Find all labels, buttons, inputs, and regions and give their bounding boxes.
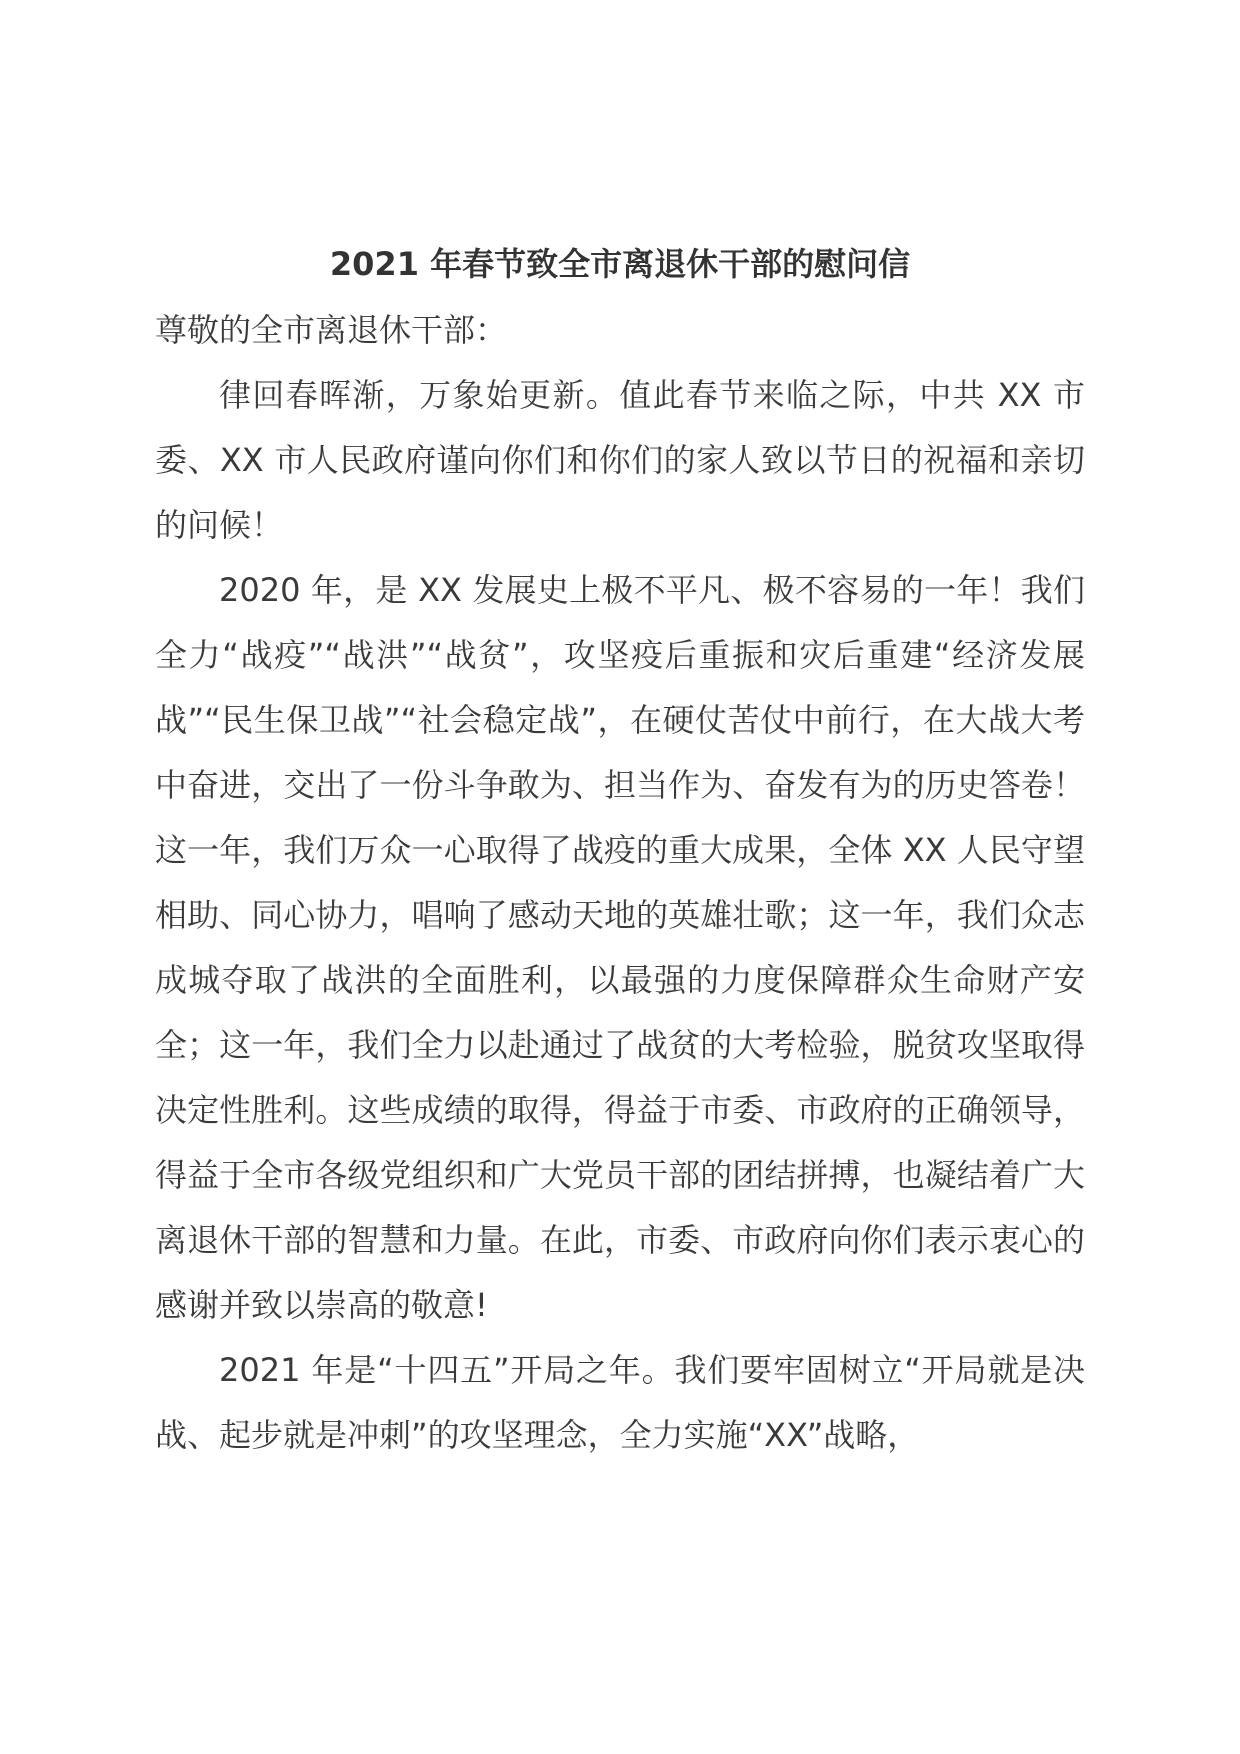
paragraph-outlook-2021: 2021 年是“十四五”开局之年。我们要牢固树立“开局就是决战、起步就是冲刺”的攻坚理念，全力实施“XX”战略，	[155, 1351, 1085, 1454]
letter-body	[155, 238, 1085, 1468]
paragraph-review-2020: 2020 年，是 XX 发展史上极不平凡、极不容易的一年！我们全力“战疫”“战洪”“战贫”，攻坚疫后重振和灾后重建“经济发展战”“民生保卫战”“社会稳定战”，在硬仗苦仗中前行，在大战大考中奋进，交出了一份斗争敢为、担当作为、奋发有为的历史答卷！这一年，我们万众一心取得了战疫的重大成果，全体 XX 人民守望相助、同心协力，唱响了感动天地的英雄壮歌；这一年，我们众志成城夺取了战洪的全面胜利，以最强的力度保障群众生命财产安全；这一年，我们全力以赴通过了战贫的大考检验，脱贫攻坚取得决定性胜利。这些成绩的取得，得益于市委、市政府的正确领导，得益于全市各级党组织和广大党员干部的团结拼搏，也凝结着广大离退休干部的智慧和力量。在此，市委、市政府向你们表示衷心的感谢并致以崇高的敬意!	[155, 571, 1085, 1324]
letter-title: 2021 年春节致全市离退休干部的慰问信	[329, 245, 911, 283]
salutation: 尊敬的全市离退休干部：	[155, 311, 508, 349]
paragraph-greeting: 律回春晖渐，万象始更新。值此春节来临之际，中共 XX 市委、XX 市人民政府谨向你们和你们的家人致以节日的祝福和亲切的问候！	[155, 376, 1085, 544]
